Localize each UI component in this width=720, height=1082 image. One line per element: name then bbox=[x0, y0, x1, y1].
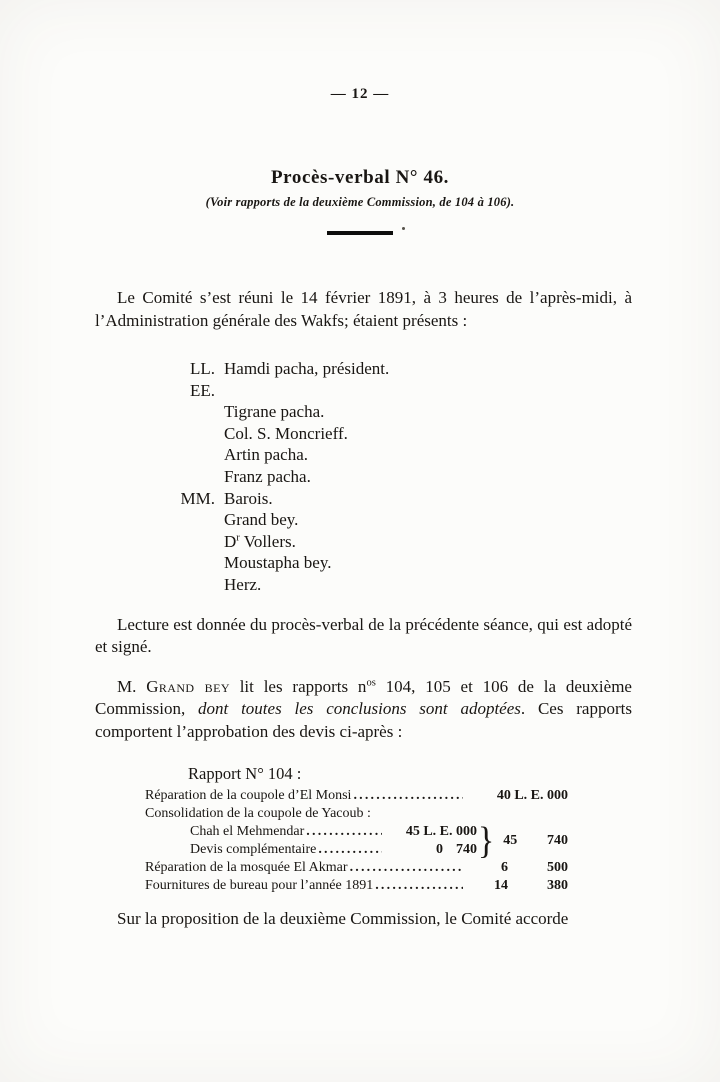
attendee-prefix bbox=[161, 574, 215, 596]
table-row-yacoub bbox=[145, 805, 568, 823]
attendee-name: Grand bey. bbox=[224, 510, 299, 530]
group-totals bbox=[495, 832, 568, 850]
table-row-monsi bbox=[145, 787, 568, 805]
table-group-yacoub-details bbox=[190, 820, 568, 863]
attendee-name: Hamdi pacha, président. bbox=[224, 359, 390, 378]
smallcaps-name: Grand bey bbox=[146, 676, 230, 696]
grand-bey-paragraph bbox=[95, 676, 632, 744]
value-units: 6 bbox=[501, 860, 508, 876]
text-run: M. bbox=[117, 676, 147, 696]
page-content bbox=[95, 287, 632, 931]
total-units: 45 bbox=[503, 833, 518, 849]
attendee-name bbox=[224, 531, 296, 553]
attendee-name: Moustapha bey. bbox=[224, 553, 332, 573]
row-value: 45 L. E. 000 bbox=[405, 824, 477, 840]
value-millimes: 380 bbox=[547, 878, 568, 894]
rapport-heading: Rapport N° 104 : bbox=[188, 764, 302, 784]
attendee-row bbox=[161, 574, 632, 596]
text-run: Vollers. bbox=[239, 531, 296, 551]
page-number: — 12 — bbox=[330, 86, 390, 102]
devis-section bbox=[95, 764, 632, 895]
attendee-row bbox=[161, 358, 632, 401]
attendees-list bbox=[161, 358, 632, 596]
text-run: . Ces rapports comportent l’approbation des devis ci-après : bbox=[95, 699, 632, 741]
attendee-prefix bbox=[161, 401, 215, 423]
dot-leader bbox=[348, 859, 463, 877]
brace-glyph: } bbox=[477, 820, 495, 863]
attendee-prefix bbox=[161, 509, 215, 531]
attendee-prefix bbox=[161, 423, 215, 445]
attendee-prefix bbox=[161, 552, 215, 574]
table-row-fournitures bbox=[145, 877, 568, 895]
row-label: Réparation de la coupole d’El Monsi bbox=[145, 788, 352, 804]
attendee-prefix: LL. EE. bbox=[189, 359, 215, 400]
dot-leader bbox=[316, 841, 382, 859]
dot-leader bbox=[304, 823, 382, 841]
text-run: D bbox=[224, 531, 237, 551]
total-millimes: 740 bbox=[547, 833, 568, 849]
attendee-prefix bbox=[161, 466, 215, 488]
value-units: 0 bbox=[436, 842, 443, 858]
attendee-name: Col. S. Moncrieff. bbox=[224, 423, 348, 443]
attendee-name: Herz. bbox=[224, 574, 262, 594]
devis-table bbox=[145, 787, 568, 895]
attendee-row bbox=[161, 423, 632, 445]
intro-paragraph: Le Comité s’est réuni le 14 février 1891, à 3 heures de l’après-midi, à l’Administration générale des Wakfs; étaient présents : bbox=[95, 288, 632, 330]
row-value bbox=[382, 841, 477, 859]
dot-leader bbox=[373, 877, 463, 895]
attendee-row bbox=[161, 552, 632, 574]
attendee-row bbox=[161, 401, 632, 423]
value-millimes: 740 bbox=[456, 842, 477, 858]
section-divider bbox=[327, 231, 393, 235]
table-row-akmar bbox=[145, 859, 568, 877]
dot-leader bbox=[351, 787, 463, 805]
attendee-name: Tigrane pacha. bbox=[224, 402, 325, 422]
attendee-row bbox=[161, 509, 632, 531]
row-value: 40 L. E. 000 bbox=[496, 788, 568, 804]
page-title: Procès-verbal N° 46. bbox=[270, 167, 450, 188]
value-millimes: 500 bbox=[547, 860, 568, 876]
page-subtitle: (Voir rapports de la deuxième Commission, de 104 à 106). bbox=[205, 195, 515, 209]
lecture-paragraph: Lecture est donnée du procès-verbal de la précédente séance, qui est adopté et signé. bbox=[95, 614, 632, 657]
superscript-os: os bbox=[366, 676, 376, 688]
attendee-name: Barois. bbox=[224, 488, 273, 508]
attendee-prefix bbox=[161, 444, 215, 466]
group-line bbox=[190, 823, 477, 841]
attendee-prefix bbox=[161, 531, 215, 553]
attendee-row bbox=[161, 488, 632, 510]
attendee-row bbox=[161, 531, 632, 553]
closing-paragraph: Sur la proposition de la deuxième Commission, le Comité accorde bbox=[117, 909, 569, 929]
row-label: Réparation de la mosquée El Akmar bbox=[145, 860, 348, 876]
attendee-name: Artin pacha. bbox=[224, 445, 309, 465]
attendee-prefix: MM. bbox=[180, 488, 215, 508]
row-label: Fournitures de bureau pour l’année 1891 bbox=[145, 878, 374, 894]
value-units: 14 bbox=[494, 878, 508, 894]
attendee-row bbox=[161, 444, 632, 466]
superscript-r: r bbox=[236, 532, 240, 544]
group-lines bbox=[190, 823, 477, 859]
text-run: 104, 105 et 106 de la deuxième Commission, bbox=[95, 676, 632, 719]
attendee-name: Franz pacha. bbox=[224, 466, 311, 486]
attendee-row bbox=[161, 466, 632, 488]
text-run: lit les rapports n bbox=[229, 676, 367, 696]
row-label: Devis complémentaire bbox=[190, 842, 317, 858]
group-line bbox=[190, 841, 477, 859]
row-label: Consolidation de la coupole de Yacoub : bbox=[145, 806, 371, 822]
italic-run: dont toutes les conclusions sont adoptées bbox=[198, 699, 521, 719]
row-label: Chah el Mehmendar bbox=[190, 824, 305, 840]
